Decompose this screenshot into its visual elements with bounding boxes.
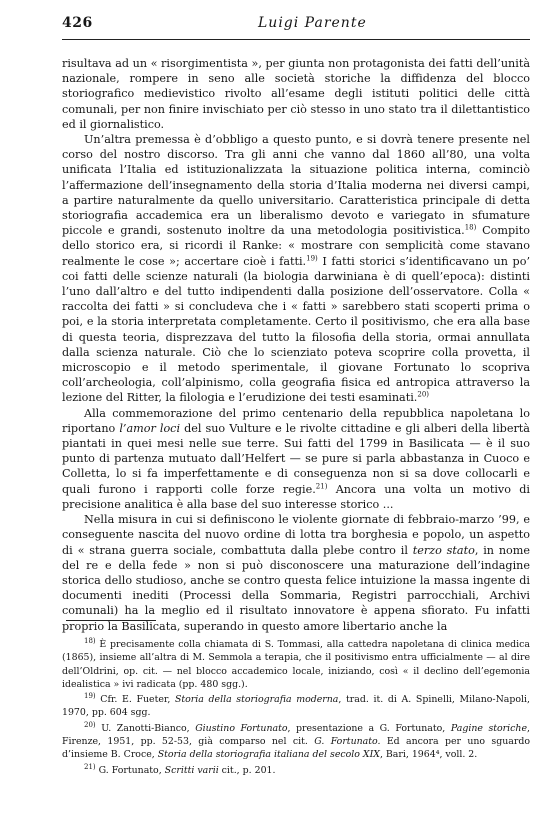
footnote-20-italic-4: Storia della storiografia italiana del secolo XIX bbox=[157, 749, 380, 761]
page-header bbox=[62, 15, 530, 37]
footnote-19 bbox=[62, 693, 530, 720]
footnote-21 bbox=[62, 764, 530, 777]
footnote-20-italic-1: Giustino Fortunato bbox=[195, 722, 288, 734]
main-text bbox=[62, 56, 530, 634]
footnote-21-text-b: cit., p. 201. bbox=[218, 764, 276, 776]
paragraph-3-text-b: del suo Vulture e le rivolte cittadine e gli alberi della libertà piantati in quei mesi nelle sue terre. Sui fatti del 1799 in Basilicata — è il suo punto di partenza mutuato dall’Helfert — se pure si parla abbastanza in Cuoco e Colletta, lo si fa imperfettamente e di conseguenza non si sa dove collocarli e quali furono i rapporti colle forze regie. bbox=[62, 421, 530, 496]
header-rule bbox=[62, 39, 530, 40]
footnote-18-text: È precisamente colla chiamata di S. Tommasi, alla cattedra napoletana di clinica medica (1865), insieme all’altra di M. Semmola a terapia, che il positivismo entra ufficialmente — al dire dell’Oldrini, op. cit. — nel blocco accademico locale, iniziando, così « il declino dell’egemonia idealistica » ivi radicata (pp. 480 sgg.). bbox=[62, 639, 530, 690]
footnote-20-text-e: , Bari, 1964⁴, voll. 2. bbox=[379, 749, 478, 761]
footnote-20-italic-3: G. Fortunato. bbox=[314, 736, 381, 748]
footnote-19-text-b: , trad. it. di A. Spinelli, Milano-Napoli, 1970, pp. 604 sgg. bbox=[62, 694, 531, 719]
paragraph-2-text-b: Compito dello storico era, si ricordi il Ranke: « mostrare con semplicità come stavano realmente le cose »; accertare cioè i fatti. bbox=[62, 224, 530, 268]
paragraph-2 bbox=[62, 132, 530, 406]
footnote-21-text-a: G. Fortunato, bbox=[95, 764, 165, 776]
footnote-18 bbox=[62, 638, 530, 691]
footnote-21-mark: 21) bbox=[84, 762, 96, 771]
footnote-20-text-c: , Firenze, 1951, pp. 52-53, già comparso nel cit. bbox=[62, 722, 530, 748]
footnote-separator bbox=[66, 620, 156, 621]
footnote-19-mark: 19) bbox=[84, 692, 96, 701]
paragraph-2-text-c: I fatti storici s’identificavano un po’ coi fatti delle scienze naturali (la biologia darwiniana è di quell’epoca): distinti l’uno dall’altro e del tutto indipendenti dalla posizione dell’osservatore. Colla « raccolta dei fatti » si concludeva che i « fatti » sarebbero stati scoperti prima o poi, e la storia interpretata completamente. Certo il positivismo, che era alla base di questa teoria, disprezzava del tutto la filosofia della storia, ormai annullata dalla scienza naturale. Ciò che lo scienziato poteva scoprire colla provetta, il microscopio e il metodo sperimentale, il giovane Fortunato lo scopriva coll’archeologia, coll’alpinismo, colla geografia fisica ed antropica attraverso la lezione del Ritter, la filologia e l’erudizione dei testi esaminati. bbox=[62, 254, 530, 405]
footnote-19-text-a: Cfr. E. Fueter, bbox=[95, 694, 175, 706]
paragraph-1 bbox=[62, 56, 530, 132]
footnote-ref-21: 21) bbox=[315, 481, 328, 490]
footnote-20-text-a: U. Zanotti-Bianco, bbox=[95, 722, 196, 734]
footnotes bbox=[62, 638, 530, 779]
paragraph-2-text-a: Un’altra premessa è d’obbligo a questo punto, e si dovrà tenere presente nel corso del nostro discorso. Tra gli anni che vanno dal 1860 all’80, una volta unificata l’Italia ed istituzionalizzata la situazione politica interna, cominciò l’affermazione dell’insegnamento della storia d’Italia moderna nei diversi campi, a partire naturalmente da quello universitario. Caratteristica principale di detta storiografia accademica era un liberalismo devoto e variegato in sfumature piccole e grandi, sostenuto inoltre da una metodologia positivistica. bbox=[62, 133, 530, 238]
page-number: 426 bbox=[62, 15, 93, 31]
paragraph-4-italic: terzo stato bbox=[412, 543, 475, 557]
paragraph-4 bbox=[62, 512, 530, 634]
running-head: Luigi Parente bbox=[258, 15, 367, 31]
footnote-21-italic: Scritti varii bbox=[164, 764, 219, 776]
footnote-20-text-b: , presentazione a G. Fortunato, bbox=[287, 722, 451, 734]
footnote-ref-19: 19) bbox=[306, 253, 318, 262]
footnote-ref-18: 18) bbox=[464, 223, 477, 232]
footnote-20 bbox=[62, 722, 530, 762]
footnote-20-italic-2: Pagine storiche bbox=[450, 722, 527, 734]
footnote-19-italic: Storia della storiografia moderna bbox=[174, 694, 339, 706]
paragraph-4-text-a: Nella misura in cui si definiscono le violente giornate di febbraio-marzo ’99, e conseguente nascita del nuovo ordine di lotta tra borghesia e popolo, un aspetto di « strana guerra sociale, combattuta dalla plebe contro il bbox=[62, 513, 530, 557]
footnote-ref-20: 20) bbox=[417, 390, 429, 399]
paragraph-4-text-b: , in nome del re e della fede » non si può disconoscere una maturazione dell’indagine storica dello studioso, anche se contro questa felice intuizione la massa ingente di documenti inediti (Processi della Sommaria, Registri parrocchiali, Archivi comunali) ha la meglio ed il risultato innovatore è appena sfiorato. Fu infatti proprio la Basilicata, superando in questo amore libertario anche la bbox=[62, 543, 530, 633]
paragraph-1-text: risultava ad un « risorgimentista », per giunta non protagonista dei fatti dell’unità nazionale, rompere in seno alle società storiche la diffidenza del blocco storiografico medievistico rivolto all’esame degli istituti politici delle città comunali, per non finire invischiato per ciò stesso in uno stato tra il dilettantistico ed il giornalistico. bbox=[62, 57, 530, 131]
footnote-18-mark: 18) bbox=[84, 636, 96, 645]
paragraph-3-text-c: Ancora una volta un motivo di precisione analitica è alla base del suo interesse storico ... bbox=[62, 482, 530, 511]
footnote-20-mark: 20) bbox=[84, 720, 96, 729]
paragraph-3-italic: l’amor loci bbox=[119, 421, 181, 435]
paragraph-3-text-a: Alla commemorazione del primo centenario della repubblica napoletana lo riportano bbox=[62, 406, 530, 435]
paragraph-3 bbox=[62, 406, 530, 512]
footnote-20-text-d: Ed ancora per uno sguardo d’insieme B. Croce, bbox=[62, 736, 530, 761]
